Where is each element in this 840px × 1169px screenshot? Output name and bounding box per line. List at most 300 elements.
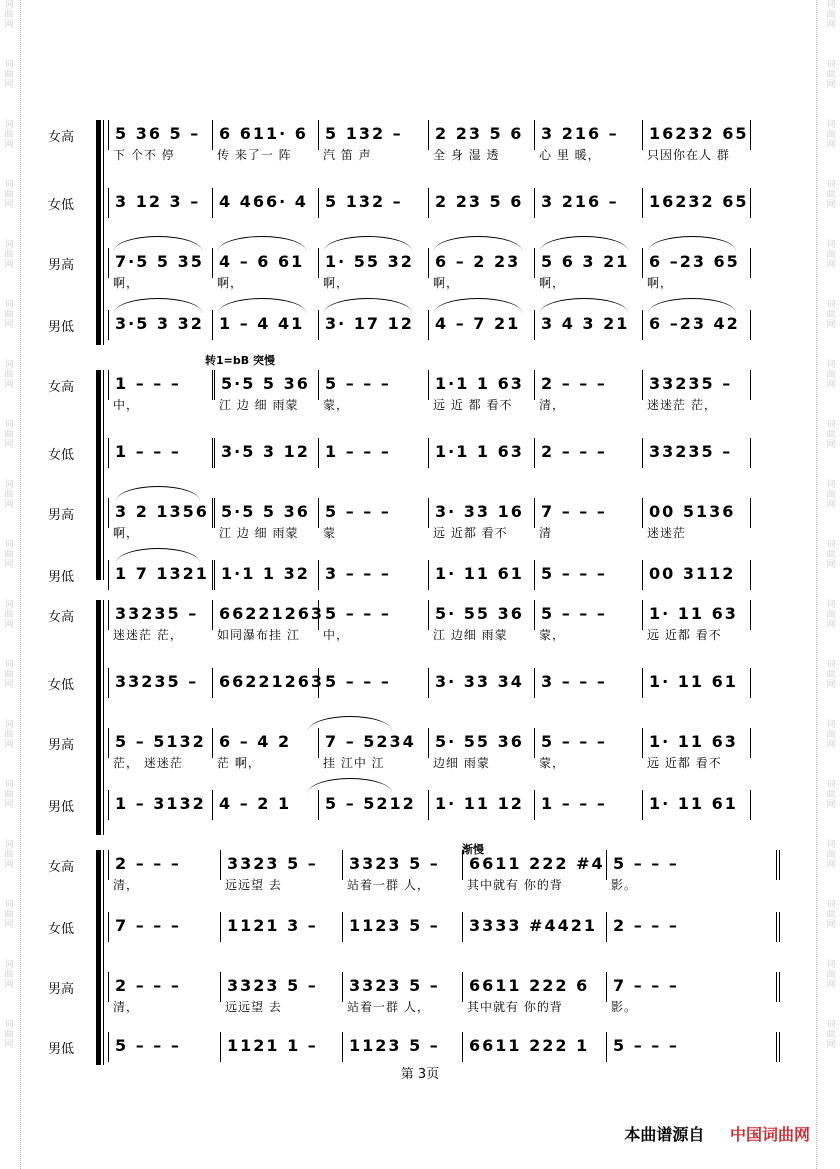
measure bbox=[318, 188, 429, 218]
lyric-text: 清， bbox=[113, 1000, 140, 1014]
lyric-text: 站着一群 人， bbox=[347, 878, 430, 892]
measure bbox=[108, 1032, 221, 1062]
lyric-text: 远 近 都 看不 bbox=[433, 398, 513, 412]
lyric-text: 中， bbox=[113, 398, 140, 412]
lyric-text: 蒙， bbox=[323, 398, 350, 412]
measure-notes: 1121 3 – bbox=[227, 916, 318, 935]
lyric-text: 蒙， bbox=[539, 756, 566, 770]
staff bbox=[108, 560, 758, 604]
lyric-text: 远远望 去 bbox=[225, 1000, 282, 1014]
measure bbox=[534, 310, 643, 340]
part-row-alto bbox=[47, 188, 760, 232]
measure bbox=[534, 248, 643, 290]
measure bbox=[534, 560, 643, 590]
lyric-text: 远远望 去 bbox=[225, 878, 282, 892]
measure bbox=[642, 560, 736, 590]
measure-notes: 1·1 1 32 bbox=[221, 564, 310, 583]
measure bbox=[342, 972, 463, 1014]
barline bbox=[748, 600, 751, 630]
measure-notes: 5 36 5 – bbox=[115, 124, 201, 143]
measure-notes: 5 – – – bbox=[613, 1036, 679, 1055]
barline bbox=[748, 370, 751, 400]
part-row-soprano bbox=[47, 600, 760, 644]
measure-notes: 5 6 3 21 bbox=[541, 252, 630, 271]
measure-notes: 3323 5 – bbox=[227, 854, 318, 873]
lyric-text: 蒙 bbox=[323, 526, 337, 540]
part-label-alto: 女低 bbox=[47, 198, 74, 213]
measure-notes: 2 – – – bbox=[541, 374, 607, 393]
measure bbox=[212, 120, 319, 162]
measure bbox=[642, 668, 738, 698]
lyric-text: 清， bbox=[113, 878, 140, 892]
barline bbox=[748, 188, 751, 218]
measure-notes: 2 – – – bbox=[115, 976, 181, 995]
staff bbox=[108, 248, 758, 292]
lyric-text: 中， bbox=[323, 628, 350, 642]
measure bbox=[108, 790, 213, 820]
measure-notes: 1· 11 61 bbox=[435, 564, 524, 583]
measure bbox=[428, 498, 535, 540]
measure bbox=[212, 728, 319, 770]
lyric-text: 啊， bbox=[433, 276, 460, 290]
measure bbox=[534, 498, 643, 540]
measure-notes: 3 12 3 – bbox=[115, 192, 201, 211]
part-label-alto: 女低 bbox=[47, 448, 74, 463]
measure bbox=[428, 248, 535, 290]
measure-notes: 33235 – bbox=[115, 604, 199, 623]
part-label-bass: 男低 bbox=[47, 570, 74, 585]
measure-notes: 1· 11 61 bbox=[649, 672, 738, 691]
measure-notes: 3· 33 34 bbox=[435, 672, 524, 691]
measure-notes: 4 466· 4 bbox=[219, 192, 308, 211]
barline bbox=[748, 560, 751, 590]
measure-notes: 2 – – – bbox=[115, 854, 181, 873]
measure bbox=[428, 120, 535, 162]
measure bbox=[318, 668, 429, 698]
measure-notes: 4 – 6 61 bbox=[219, 252, 305, 271]
lyric-text: 影。 bbox=[611, 1000, 638, 1014]
barline bbox=[748, 310, 751, 340]
part-label-tenor: 男高 bbox=[47, 508, 74, 523]
measure-notes: 6 611· 6 bbox=[219, 124, 308, 143]
source-site-link[interactable]: 中国词曲网 bbox=[729, 1125, 810, 1144]
part-row-alto bbox=[47, 668, 760, 712]
measure bbox=[642, 728, 738, 770]
lyric-text: 站着一群 人， bbox=[347, 1000, 430, 1014]
staff bbox=[108, 600, 758, 644]
part-row-bass bbox=[47, 790, 760, 834]
measure-notes: 1123 5 – bbox=[349, 916, 440, 935]
measure bbox=[212, 370, 321, 412]
measure bbox=[534, 188, 643, 218]
measure-notes: 1 – 4 41 bbox=[219, 314, 305, 333]
measure-notes: 4 – 7 21 bbox=[435, 314, 521, 333]
lyric-text: 下 个不 停 bbox=[113, 148, 175, 162]
measure bbox=[428, 668, 535, 698]
measure-notes: 6611 222 #4 bbox=[469, 854, 605, 873]
lyric-text: 清， bbox=[539, 398, 566, 412]
slur-mark bbox=[114, 298, 202, 313]
measure-notes: 6611 222 1 bbox=[469, 1036, 590, 1055]
watermark-right: 词 曲 网 词 曲 网 词 曲 网 词 曲 网 词 曲 网 词 曲 网 词 曲 网 词 曲 网 词 曲 网 词 曲 网 词 曲 网 词 曲 网 词 曲 网 词 曲 网 词 曲 网 词 曲 网 词 曲 网 词 曲 网 bbox=[826, 0, 836, 1050]
measure bbox=[642, 310, 740, 340]
measure bbox=[606, 972, 711, 1014]
measure-notes: 3· 33 16 bbox=[435, 502, 524, 521]
part-label-tenor: 男高 bbox=[47, 738, 74, 753]
measure-notes: 2 23 5 6 bbox=[435, 192, 524, 211]
source-footer bbox=[624, 1122, 810, 1145]
measure bbox=[318, 438, 429, 468]
score-system bbox=[47, 120, 760, 345]
measure-notes: 5 132 – bbox=[325, 192, 403, 211]
measure bbox=[606, 912, 711, 942]
measure bbox=[428, 370, 535, 412]
barline bbox=[748, 248, 751, 278]
measure bbox=[318, 560, 429, 590]
measure-notes: 1· 11 63 bbox=[649, 732, 738, 751]
measure-notes: 5 – – – bbox=[325, 502, 391, 521]
measure bbox=[342, 912, 463, 942]
lyric-text: 挂 江中 江 bbox=[323, 756, 385, 770]
measure-notes: 1 – 3132 bbox=[115, 794, 206, 813]
measure-notes: 1123 5 – bbox=[349, 1036, 440, 1055]
measure bbox=[462, 850, 607, 892]
lyric-text: 啊， bbox=[217, 276, 244, 290]
measure-notes: 1 – – – bbox=[541, 794, 607, 813]
measure bbox=[462, 1032, 607, 1062]
measure bbox=[108, 438, 213, 468]
source-label: 本曲谱源自 bbox=[624, 1125, 705, 1144]
measure-notes: 3323 5 – bbox=[349, 976, 440, 995]
lyric-text: 汽 笛 声 bbox=[323, 148, 372, 162]
final-barline bbox=[774, 850, 780, 880]
measure bbox=[534, 438, 643, 468]
measure-notes: 3·5 3 12 bbox=[221, 442, 310, 461]
lyric-text: 茫 啊， bbox=[217, 756, 261, 770]
measure-notes: 16232 65 bbox=[649, 124, 749, 143]
ritardando-mark: 渐慢 bbox=[462, 843, 484, 856]
measure-notes: 7 – 5234 bbox=[325, 732, 416, 751]
measure bbox=[108, 310, 213, 340]
measure-notes: 1 – – – bbox=[115, 442, 181, 461]
lyric-text: 远 近都 看不 bbox=[647, 628, 722, 642]
measure bbox=[318, 248, 429, 290]
slur-mark bbox=[648, 298, 736, 313]
measure bbox=[642, 370, 733, 412]
measure-notes: 5·5 5 36 bbox=[221, 374, 310, 393]
part-label-soprano: 女高 bbox=[47, 860, 74, 875]
part-label-soprano: 女高 bbox=[47, 380, 74, 395]
measure-notes: 1· 11 12 bbox=[435, 794, 524, 813]
slur-mark bbox=[218, 236, 306, 251]
slur-mark bbox=[324, 298, 412, 313]
lyric-text: 其中就有 你的背 bbox=[467, 878, 563, 892]
measure-notes: 3323 5 – bbox=[227, 976, 318, 995]
measure bbox=[212, 668, 325, 698]
measure-notes: 3 216 – bbox=[541, 192, 619, 211]
lyric-text: 边细 雨蒙 bbox=[433, 756, 490, 770]
part-row-tenor bbox=[47, 972, 760, 1016]
measure bbox=[108, 370, 213, 412]
part-row-bass bbox=[47, 310, 760, 354]
measure bbox=[108, 668, 213, 698]
lyric-text: 蒙， bbox=[539, 628, 566, 642]
measure bbox=[108, 912, 221, 942]
measure bbox=[606, 1032, 711, 1062]
measure-notes: 33235 – bbox=[115, 672, 199, 691]
measure-notes: 1·1 1 63 bbox=[435, 374, 524, 393]
lyric-text: 其中就有 你的背 bbox=[467, 1000, 563, 1014]
measure-notes: 3· 17 12 bbox=[325, 314, 414, 333]
score-system bbox=[47, 600, 760, 835]
measure-notes: 3 216 – bbox=[541, 124, 619, 143]
lyric-text: 只因你在人 群 bbox=[647, 148, 730, 162]
barline bbox=[748, 790, 751, 820]
staff bbox=[108, 668, 758, 712]
measure-notes: 3 – – – bbox=[541, 672, 607, 691]
lyric-text: 清 bbox=[539, 526, 553, 540]
lyric-text: 啊， bbox=[323, 276, 350, 290]
measure bbox=[428, 438, 535, 468]
measure-notes: 5 – – – bbox=[541, 564, 607, 583]
part-label-tenor: 男高 bbox=[47, 258, 74, 273]
measure-notes: 3 2 1356 bbox=[115, 502, 209, 521]
part-label-tenor: 男高 bbox=[47, 982, 74, 997]
lyric-text: 迷迷茫 bbox=[647, 526, 687, 540]
measure-notes: 1 – – – bbox=[115, 374, 181, 393]
measure-notes: 1121 1 – bbox=[227, 1036, 318, 1055]
measure-notes: 1 7 1321 bbox=[115, 564, 209, 583]
measure bbox=[642, 790, 738, 820]
measure-notes: 5· 55 36 bbox=[435, 732, 524, 751]
slur-mark bbox=[308, 778, 392, 793]
measure-notes: 00 3112 bbox=[649, 564, 736, 583]
measure bbox=[212, 498, 321, 540]
staff bbox=[108, 120, 758, 164]
measure-notes: 1·1 1 63 bbox=[435, 442, 524, 461]
lyric-text: 啊， bbox=[113, 276, 140, 290]
lyric-text: 远 近都 看不 bbox=[433, 526, 508, 540]
slur-mark bbox=[434, 236, 522, 251]
measure bbox=[642, 248, 740, 290]
measure bbox=[220, 850, 343, 892]
lyric-text: 啊， bbox=[539, 276, 566, 290]
measure bbox=[108, 972, 221, 1014]
barline bbox=[748, 438, 751, 468]
measure-notes: 66221263 bbox=[219, 604, 325, 623]
slur-mark bbox=[308, 716, 392, 731]
final-barline bbox=[774, 1032, 780, 1062]
measure-notes: 1· 11 61 bbox=[649, 794, 738, 813]
measure bbox=[212, 248, 319, 290]
measure-notes: 00 5136 bbox=[649, 502, 736, 521]
measure bbox=[212, 790, 319, 820]
measure bbox=[428, 188, 535, 218]
part-row-alto bbox=[47, 912, 760, 956]
measure bbox=[212, 188, 319, 218]
staff bbox=[108, 188, 758, 232]
measure bbox=[534, 668, 643, 698]
measure-notes: 2 – – – bbox=[613, 916, 679, 935]
measure-notes: 5· 55 36 bbox=[435, 604, 524, 623]
page-edge-left bbox=[20, 0, 22, 1169]
measure-notes: 6 – 2 23 bbox=[435, 252, 521, 271]
measure-notes: 2 – – – bbox=[541, 442, 607, 461]
part-label-bass: 男低 bbox=[47, 800, 74, 815]
measure-notes: 3323 5 – bbox=[349, 854, 440, 873]
slur-mark bbox=[114, 236, 202, 251]
measure-notes: 3333 #4421 bbox=[469, 916, 598, 935]
score-system bbox=[47, 850, 760, 1065]
measure bbox=[108, 850, 221, 892]
measure bbox=[642, 188, 749, 218]
part-label-soprano: 女高 bbox=[47, 610, 74, 625]
measure-notes: 6 – 4 2 bbox=[219, 732, 292, 751]
measure bbox=[342, 850, 463, 892]
measure bbox=[108, 600, 213, 642]
measure bbox=[212, 560, 321, 590]
part-row-tenor bbox=[47, 728, 760, 772]
measure bbox=[108, 560, 213, 590]
part-row-tenor bbox=[47, 248, 760, 292]
measure bbox=[534, 120, 643, 162]
measure-notes: 7 – – – bbox=[115, 916, 181, 935]
slur-mark bbox=[434, 298, 522, 313]
part-row-bass bbox=[47, 560, 760, 604]
measure bbox=[108, 248, 213, 290]
staff bbox=[108, 972, 758, 1016]
staff bbox=[108, 498, 758, 542]
lyric-text: 迷迷茫 茫， bbox=[113, 628, 183, 642]
measure-notes: 2 23 5 6 bbox=[435, 124, 524, 143]
page-edge-right bbox=[816, 0, 818, 1169]
staff bbox=[108, 728, 758, 772]
measure-notes: 5 – – – bbox=[325, 672, 391, 691]
measure-notes: 1· 11 63 bbox=[649, 604, 738, 623]
final-barline bbox=[774, 972, 780, 1002]
lyric-text: 传 来了一 阵 bbox=[217, 148, 292, 162]
slur-mark bbox=[540, 298, 628, 313]
measure-notes: 1· 55 32 bbox=[325, 252, 414, 271]
slur-mark bbox=[116, 486, 200, 501]
measure-notes: 5 – – – bbox=[613, 854, 679, 873]
staff bbox=[108, 850, 758, 894]
part-label-bass: 男低 bbox=[47, 1042, 74, 1057]
measure bbox=[428, 600, 535, 642]
lyric-text: 江 边细 雨蒙 bbox=[433, 628, 508, 642]
lyric-text: 啊， bbox=[647, 276, 674, 290]
part-label-alto: 女低 bbox=[47, 678, 74, 693]
measure-notes: 7 – – – bbox=[613, 976, 679, 995]
measure-notes: 6 –23 42 bbox=[649, 314, 740, 333]
part-label-alto: 女低 bbox=[47, 922, 74, 937]
measure bbox=[108, 498, 213, 540]
staff bbox=[108, 912, 758, 956]
measure bbox=[108, 188, 213, 218]
page-number: 第 3页 bbox=[400, 1067, 440, 1082]
measure bbox=[318, 498, 429, 540]
lyric-text: 心 里 暖， bbox=[539, 148, 601, 162]
measure bbox=[534, 600, 643, 642]
measure-notes: 3 – – – bbox=[325, 564, 391, 583]
measure bbox=[342, 1032, 463, 1062]
lyric-text: 江 边 细 雨蒙 bbox=[219, 398, 299, 412]
measure bbox=[428, 790, 535, 820]
barline bbox=[748, 120, 751, 150]
lyric-text: 影。 bbox=[611, 878, 638, 892]
key-change-mark: 转1=bB 突慢 bbox=[205, 354, 275, 367]
measure-notes: 5 – 5132 bbox=[115, 732, 206, 751]
lyric-text: 远 近都 看不 bbox=[647, 756, 722, 770]
measure-notes: 16232 65 bbox=[649, 192, 749, 211]
staff bbox=[108, 310, 758, 354]
part-row-tenor bbox=[47, 498, 760, 542]
part-row-soprano bbox=[47, 370, 760, 414]
measure bbox=[642, 600, 738, 642]
measure-notes: 6 –23 65 bbox=[649, 252, 740, 271]
measure bbox=[534, 790, 643, 820]
slur-mark bbox=[218, 298, 306, 313]
measure bbox=[534, 370, 643, 412]
barline bbox=[748, 498, 751, 528]
lyric-text: 啊， bbox=[113, 526, 140, 540]
part-row-soprano bbox=[47, 120, 760, 164]
measure-notes: 5 – – – bbox=[541, 732, 607, 751]
lyric-text: 全 身 湿 透 bbox=[433, 148, 500, 162]
measure-notes: 66221263 bbox=[219, 672, 325, 691]
measure-notes: 3 4 3 21 bbox=[541, 314, 630, 333]
measure-notes: 5 – – – bbox=[325, 604, 391, 623]
part-row-alto bbox=[47, 438, 760, 482]
measure bbox=[428, 560, 535, 590]
measure-notes: 5 – 5212 bbox=[325, 794, 416, 813]
measure-notes: 5·5 5 36 bbox=[221, 502, 310, 521]
measure-notes: 7·5 5 35 bbox=[115, 252, 204, 271]
final-barline bbox=[774, 912, 780, 942]
measure-notes: 5 – – – bbox=[541, 604, 607, 623]
lyric-text: 茫， 迷迷茫 bbox=[113, 756, 183, 770]
measure-notes: 5 – – – bbox=[325, 374, 391, 393]
slur-mark bbox=[116, 548, 200, 563]
measure bbox=[212, 310, 319, 340]
measure bbox=[642, 438, 733, 468]
measure-notes: 7 – – – bbox=[541, 502, 607, 521]
measure bbox=[428, 728, 535, 770]
measure bbox=[428, 310, 535, 340]
measure bbox=[318, 728, 429, 770]
barline bbox=[748, 728, 751, 758]
measure bbox=[462, 912, 607, 942]
measure bbox=[318, 790, 429, 820]
measure bbox=[108, 728, 213, 770]
slur-mark bbox=[648, 236, 736, 251]
measure-notes: 5 132 – bbox=[325, 124, 403, 143]
measure-notes: 3·5 3 32 bbox=[115, 314, 204, 333]
measure bbox=[220, 912, 343, 942]
measure bbox=[318, 120, 429, 162]
measure bbox=[108, 120, 213, 162]
measure bbox=[220, 1032, 343, 1062]
measure-notes: 1 – – – bbox=[325, 442, 391, 461]
measure-notes: 6611 222 6 bbox=[469, 976, 590, 995]
measure-notes: 4 – 2 1 bbox=[219, 794, 292, 813]
lyric-text: 江 边 细 雨蒙 bbox=[219, 526, 299, 540]
measure bbox=[534, 728, 643, 770]
part-label-bass: 男低 bbox=[47, 320, 74, 335]
part-row-soprano bbox=[47, 850, 760, 894]
staff bbox=[108, 438, 758, 482]
measure bbox=[318, 600, 429, 642]
